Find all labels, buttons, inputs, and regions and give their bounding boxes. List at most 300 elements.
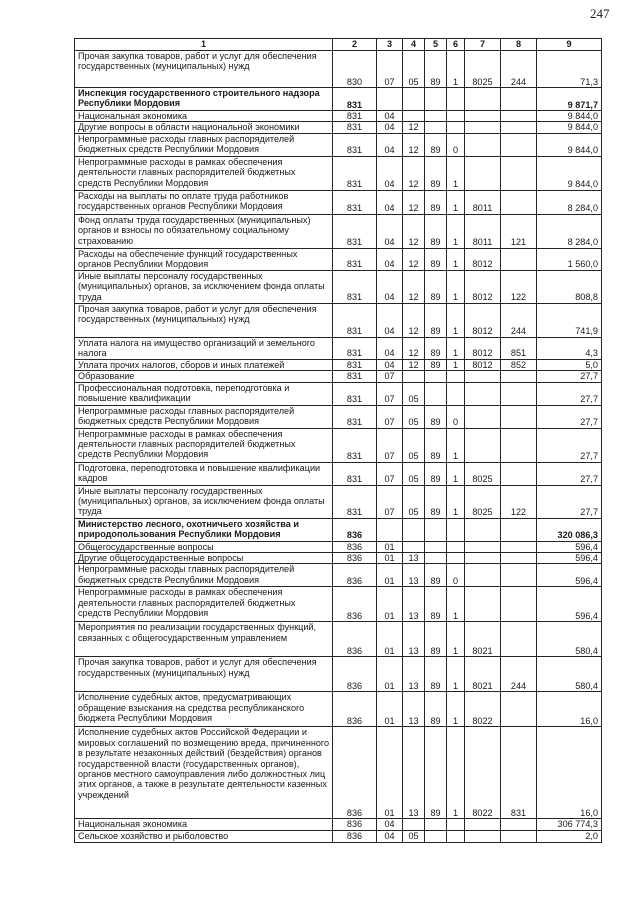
table-row (75, 122, 602, 133)
row-program (425, 382, 447, 405)
header-col-6: 6 (447, 39, 465, 51)
row-admin-code: 836 (333, 830, 377, 842)
row-section: 07 (377, 485, 403, 518)
table-row (75, 88, 602, 111)
table-row (75, 692, 602, 727)
header-col-8: 8 (501, 39, 537, 51)
row-expense-type (501, 622, 537, 657)
row-section: 07 (377, 405, 403, 428)
row-expense-type: 122 (501, 485, 537, 518)
row-name: Сельское хозяйство и рыболовство (75, 830, 333, 842)
row-direction: 8021 (465, 657, 501, 692)
row-section: 01 (377, 541, 403, 552)
row-section: 07 (377, 428, 403, 462)
header-col-1: 1 (75, 39, 333, 51)
row-name: Прочая закупка товаров, работ и услуг для обеспечения государственных (муниципальных) нужд (75, 657, 333, 692)
row-subsection (403, 518, 425, 541)
row-program: 89 (425, 51, 447, 88)
row-amount: 808,8 (537, 270, 602, 303)
row-section: 01 (377, 657, 403, 692)
row-amount: 8 284,0 (537, 190, 602, 214)
row-program (425, 553, 447, 564)
row-subsection: 13 (403, 564, 425, 587)
row-amount: 16,0 (537, 692, 602, 727)
row-admin-code: 831 (333, 359, 377, 370)
row-expense-type (501, 371, 537, 382)
row-admin-code: 831 (333, 371, 377, 382)
row-admin-code: 831 (333, 88, 377, 111)
row-subprogram: 1 (447, 303, 465, 337)
row-subsection: 13 (403, 727, 425, 819)
table-row (75, 405, 602, 428)
row-name: Мероприятия по реализации государственных функций, связанных с общегосударственным управлением (75, 622, 333, 657)
row-subsection: 13 (403, 587, 425, 622)
row-direction (465, 830, 501, 842)
row-admin-code: 831 (333, 122, 377, 133)
row-subsection: 13 (403, 622, 425, 657)
row-program: 89 (425, 622, 447, 657)
row-name: Расходы на выплаты по оплате труда работников государственных органов Республики Мордовия (75, 190, 333, 214)
row-program: 89 (425, 156, 447, 190)
row-program: 89 (425, 428, 447, 462)
row-amount: 27,7 (537, 485, 602, 518)
row-direction: 8012 (465, 337, 501, 359)
header-col-5: 5 (425, 39, 447, 51)
row-program (425, 122, 447, 133)
row-section: 01 (377, 587, 403, 622)
row-expense-type (501, 587, 537, 622)
row-program: 89 (425, 587, 447, 622)
row-name: Министерство лесного, охотничьего хозяйства и природопользования Республики Мордовия (75, 518, 333, 541)
row-direction (465, 819, 501, 830)
row-admin-code: 836 (333, 727, 377, 819)
row-expense-type (501, 692, 537, 727)
table-row (75, 553, 602, 564)
row-subsection (403, 819, 425, 830)
row-section: 04 (377, 359, 403, 370)
row-admin-code: 831 (333, 190, 377, 214)
row-name: Уплата налога на имущество организаций и земельного налога (75, 337, 333, 359)
row-admin-code: 831 (333, 303, 377, 337)
row-expense-type (501, 248, 537, 270)
row-amount: 596,4 (537, 564, 602, 587)
row-amount: 9 844,0 (537, 133, 602, 156)
row-name: Национальная экономика (75, 111, 333, 122)
row-name: Исполнение судебных актов Российской Федерации и мировых соглашений по возмещению вреда, причиненного в результате незаконных действий (бездействия) органов государственной власти (государственных органов), органов местного самоуправления либо должностных лиц этих органов, а также в результате деятельности казенных учреждений (75, 727, 333, 819)
row-subsection (403, 88, 425, 111)
row-subprogram: 1 (447, 727, 465, 819)
row-subprogram (447, 819, 465, 830)
row-section: 07 (377, 51, 403, 88)
row-subprogram (447, 518, 465, 541)
row-program: 89 (425, 564, 447, 587)
row-subsection: 12 (403, 190, 425, 214)
row-admin-code: 836 (333, 541, 377, 552)
row-subprogram: 1 (447, 587, 465, 622)
row-section: 07 (377, 462, 403, 485)
row-direction: 8012 (465, 359, 501, 370)
table-row (75, 359, 602, 370)
table-header-row (75, 39, 602, 51)
row-amount: 2,0 (537, 830, 602, 842)
row-amount: 9 871,7 (537, 88, 602, 111)
table-row (75, 564, 602, 587)
row-program (425, 830, 447, 842)
row-direction (465, 405, 501, 428)
row-admin-code: 836 (333, 518, 377, 541)
row-subprogram: 1 (447, 692, 465, 727)
table-row (75, 587, 602, 622)
row-section (377, 518, 403, 541)
row-amount: 596,4 (537, 553, 602, 564)
row-expense-type: 244 (501, 303, 537, 337)
row-admin-code: 836 (333, 587, 377, 622)
row-subsection: 12 (403, 214, 425, 248)
row-expense-type (501, 518, 537, 541)
table-row (75, 382, 602, 405)
row-subprogram (447, 541, 465, 552)
row-section: 04 (377, 122, 403, 133)
row-subprogram (447, 553, 465, 564)
row-amount: 596,4 (537, 541, 602, 552)
row-subprogram: 1 (447, 337, 465, 359)
table-row (75, 303, 602, 337)
row-direction: 8021 (465, 622, 501, 657)
row-program: 89 (425, 190, 447, 214)
row-amount: 27,7 (537, 371, 602, 382)
row-name: Непрограммные расходы главных распорядителей бюджетных средств Республики Мордовия (75, 564, 333, 587)
row-name: Общегосударственные вопросы (75, 541, 333, 552)
header-col-2: 2 (333, 39, 377, 51)
row-program (425, 518, 447, 541)
row-subsection: 05 (403, 405, 425, 428)
row-expense-type (501, 462, 537, 485)
row-name: Прочая закупка товаров, работ и услуг для обеспечения государственных (муниципальных) нужд (75, 51, 333, 88)
row-amount: 71,3 (537, 51, 602, 88)
row-subprogram: 1 (447, 359, 465, 370)
row-name: Иные выплаты персоналу государственных (муниципальных) органов, за исключением фонда оплаты труда (75, 270, 333, 303)
row-admin-code: 836 (333, 564, 377, 587)
row-subsection: 12 (403, 337, 425, 359)
table-row (75, 727, 602, 819)
row-expense-type (501, 830, 537, 842)
row-subprogram: 1 (447, 190, 465, 214)
row-direction (465, 133, 501, 156)
row-amount: 9 844,0 (537, 111, 602, 122)
row-program: 89 (425, 214, 447, 248)
row-name: Иные выплаты персоналу государственных (муниципальных) органов, за исключением фонда оплаты труда (75, 485, 333, 518)
row-direction (465, 541, 501, 552)
row-expense-type (501, 553, 537, 564)
row-subprogram (447, 830, 465, 842)
table-row (75, 819, 602, 830)
row-name: Непрограммные расходы в рамках обеспечения деятельности главных распорядителей бюджетных средств Республики Мордовия (75, 428, 333, 462)
row-program: 89 (425, 270, 447, 303)
row-subprogram: 1 (447, 270, 465, 303)
row-direction (465, 371, 501, 382)
row-direction (465, 428, 501, 462)
table-row (75, 270, 602, 303)
row-amount: 320 086,3 (537, 518, 602, 541)
row-section: 04 (377, 830, 403, 842)
row-subsection: 13 (403, 692, 425, 727)
row-subsection: 12 (403, 156, 425, 190)
table-row (75, 518, 602, 541)
row-name: Непрограммные расходы в рамках обеспечения деятельности главных распорядителей бюджетных средств Республики Мордовия (75, 587, 333, 622)
row-subsection: 05 (403, 830, 425, 842)
row-subprogram: 1 (447, 214, 465, 248)
row-direction (465, 553, 501, 564)
row-program: 89 (425, 462, 447, 485)
row-admin-code: 836 (333, 819, 377, 830)
row-admin-code: 836 (333, 553, 377, 564)
row-subprogram: 1 (447, 248, 465, 270)
row-program: 89 (425, 692, 447, 727)
row-expense-type (501, 133, 537, 156)
table-row (75, 190, 602, 214)
row-admin-code: 831 (333, 270, 377, 303)
page-number: 247 (590, 6, 610, 21)
row-subprogram: 1 (447, 156, 465, 190)
row-amount: 580,4 (537, 622, 602, 657)
row-section: 04 (377, 190, 403, 214)
row-name: Уплата прочих налогов, сборов и иных платежей (75, 359, 333, 370)
row-program: 89 (425, 485, 447, 518)
table-row (75, 111, 602, 122)
row-name: Непрограммные расходы главных распорядителей бюджетных средств Республики Мордовия (75, 133, 333, 156)
row-section: 01 (377, 622, 403, 657)
row-direction: 8012 (465, 270, 501, 303)
row-name: Непрограммные расходы в рамках обеспечения деятельности главных распорядителей бюджетных средств Республики Мордовия (75, 156, 333, 190)
row-section: 07 (377, 371, 403, 382)
row-expense-type (501, 541, 537, 552)
row-subprogram: 1 (447, 51, 465, 88)
row-direction: 8022 (465, 692, 501, 727)
row-subprogram: 1 (447, 462, 465, 485)
row-name: Другие вопросы в области национальной экономики (75, 122, 333, 133)
header-col-9: 9 (537, 39, 602, 51)
table-row (75, 657, 602, 692)
row-admin-code: 831 (333, 111, 377, 122)
row-expense-type: 831 (501, 727, 537, 819)
budget-table (74, 38, 602, 843)
row-program (425, 819, 447, 830)
row-admin-code: 836 (333, 692, 377, 727)
row-expense-type: 244 (501, 657, 537, 692)
row-expense-type: 121 (501, 214, 537, 248)
row-direction: 8025 (465, 462, 501, 485)
row-expense-type (501, 122, 537, 133)
table-row (75, 156, 602, 190)
row-program: 89 (425, 303, 447, 337)
row-program: 89 (425, 405, 447, 428)
row-subprogram: 1 (447, 428, 465, 462)
row-admin-code: 830 (333, 51, 377, 88)
row-subsection: 12 (403, 359, 425, 370)
row-subprogram: 0 (447, 405, 465, 428)
row-subprogram: 1 (447, 485, 465, 518)
table-row (75, 830, 602, 842)
row-subprogram (447, 371, 465, 382)
row-admin-code: 831 (333, 133, 377, 156)
row-admin-code: 831 (333, 462, 377, 485)
row-amount: 580,4 (537, 657, 602, 692)
row-expense-type: 122 (501, 270, 537, 303)
row-expense-type: 851 (501, 337, 537, 359)
row-amount: 741,9 (537, 303, 602, 337)
row-expense-type: 852 (501, 359, 537, 370)
row-admin-code: 831 (333, 382, 377, 405)
row-section: 04 (377, 819, 403, 830)
row-subsection: 12 (403, 133, 425, 156)
row-subprogram: 1 (447, 622, 465, 657)
row-amount: 4,3 (537, 337, 602, 359)
row-subsection (403, 541, 425, 552)
row-section: 04 (377, 214, 403, 248)
row-expense-type (501, 405, 537, 428)
row-admin-code: 831 (333, 405, 377, 428)
table-row (75, 428, 602, 462)
row-section: 04 (377, 156, 403, 190)
header-col-3: 3 (377, 39, 403, 51)
row-amount: 5,0 (537, 359, 602, 370)
row-direction (465, 518, 501, 541)
row-admin-code: 831 (333, 156, 377, 190)
row-admin-code: 836 (333, 657, 377, 692)
row-expense-type (501, 190, 537, 214)
row-expense-type (501, 156, 537, 190)
row-admin-code: 831 (333, 428, 377, 462)
row-section: 04 (377, 303, 403, 337)
row-direction: 8025 (465, 485, 501, 518)
row-program (425, 111, 447, 122)
row-direction (465, 111, 501, 122)
row-section: 01 (377, 553, 403, 564)
row-section: 01 (377, 692, 403, 727)
row-amount: 27,7 (537, 382, 602, 405)
row-name: Образование (75, 371, 333, 382)
row-subprogram: 0 (447, 133, 465, 156)
row-name: Фонд оплаты труда государственных (муниципальных) органов и взносы по обязательному социальному страхованию (75, 214, 333, 248)
row-amount: 1 560,0 (537, 248, 602, 270)
row-subsection: 05 (403, 51, 425, 88)
row-program (425, 541, 447, 552)
row-direction (465, 88, 501, 111)
row-section (377, 88, 403, 111)
row-direction: 8011 (465, 190, 501, 214)
row-program: 89 (425, 133, 447, 156)
row-admin-code: 831 (333, 485, 377, 518)
row-admin-code: 831 (333, 214, 377, 248)
table-row (75, 485, 602, 518)
row-direction (465, 564, 501, 587)
table-row (75, 133, 602, 156)
row-amount: 596,4 (537, 587, 602, 622)
row-direction (465, 156, 501, 190)
row-section: 04 (377, 111, 403, 122)
row-name: Национальная экономика (75, 819, 333, 830)
row-program: 89 (425, 657, 447, 692)
row-name: Профессиональная подготовка, переподготовка и повышение квалификации (75, 382, 333, 405)
header-col-4: 4 (403, 39, 425, 51)
row-section: 01 (377, 727, 403, 819)
row-expense-type (501, 819, 537, 830)
row-direction: 8012 (465, 248, 501, 270)
row-amount: 27,7 (537, 428, 602, 462)
row-name: Инспекция государственного строительного надзора Республики Мордовия (75, 88, 333, 111)
table-row (75, 337, 602, 359)
row-name: Подготовка, переподготовка и повышение квалификации кадров (75, 462, 333, 485)
row-name: Другие общегосударственные вопросы (75, 553, 333, 564)
row-admin-code: 831 (333, 248, 377, 270)
row-program (425, 371, 447, 382)
row-section: 04 (377, 133, 403, 156)
row-direction (465, 122, 501, 133)
row-subprogram (447, 122, 465, 133)
row-amount: 306 774,3 (537, 819, 602, 830)
row-direction: 8025 (465, 51, 501, 88)
table-row (75, 248, 602, 270)
row-program: 89 (425, 248, 447, 270)
row-expense-type (501, 88, 537, 111)
row-name: Непрограммные расходы главных распорядителей бюджетных средств Республики Мордовия (75, 405, 333, 428)
row-subsection: 13 (403, 657, 425, 692)
row-subsection: 05 (403, 462, 425, 485)
row-subsection (403, 371, 425, 382)
row-section: 01 (377, 564, 403, 587)
row-admin-code: 836 (333, 622, 377, 657)
row-admin-code: 831 (333, 337, 377, 359)
row-subsection: 05 (403, 382, 425, 405)
row-amount: 8 284,0 (537, 214, 602, 248)
row-section: 07 (377, 382, 403, 405)
row-subsection: 13 (403, 553, 425, 564)
row-expense-type (501, 428, 537, 462)
table-row (75, 541, 602, 552)
row-direction: 8012 (465, 303, 501, 337)
row-program: 89 (425, 727, 447, 819)
row-program: 89 (425, 359, 447, 370)
table-row (75, 51, 602, 88)
table-row (75, 214, 602, 248)
row-subsection: 12 (403, 303, 425, 337)
row-amount: 9 844,0 (537, 156, 602, 190)
row-section: 04 (377, 337, 403, 359)
row-amount: 16,0 (537, 727, 602, 819)
table-row (75, 622, 602, 657)
row-subsection: 05 (403, 485, 425, 518)
row-subprogram (447, 382, 465, 405)
row-subprogram: 1 (447, 657, 465, 692)
row-amount: 27,7 (537, 405, 602, 428)
row-expense-type: 244 (501, 51, 537, 88)
header-col-7: 7 (465, 39, 501, 51)
row-section: 04 (377, 248, 403, 270)
row-name: Прочая закупка товаров, работ и услуг для обеспечения государственных (муниципальных) нужд (75, 303, 333, 337)
row-name: Исполнение судебных актов, предусматривающих обращение взыскания на средства республиканского бюджета Республики Мордовия (75, 692, 333, 727)
row-name: Расходы на обеспечение функций государственных органов Республики Мордовия (75, 248, 333, 270)
row-amount: 9 844,0 (537, 122, 602, 133)
row-subsection (403, 111, 425, 122)
row-expense-type (501, 564, 537, 587)
row-expense-type (501, 382, 537, 405)
row-subsection: 05 (403, 428, 425, 462)
row-subsection: 12 (403, 122, 425, 133)
row-amount: 27,7 (537, 462, 602, 485)
row-direction: 8022 (465, 727, 501, 819)
row-direction (465, 382, 501, 405)
table-row (75, 462, 602, 485)
